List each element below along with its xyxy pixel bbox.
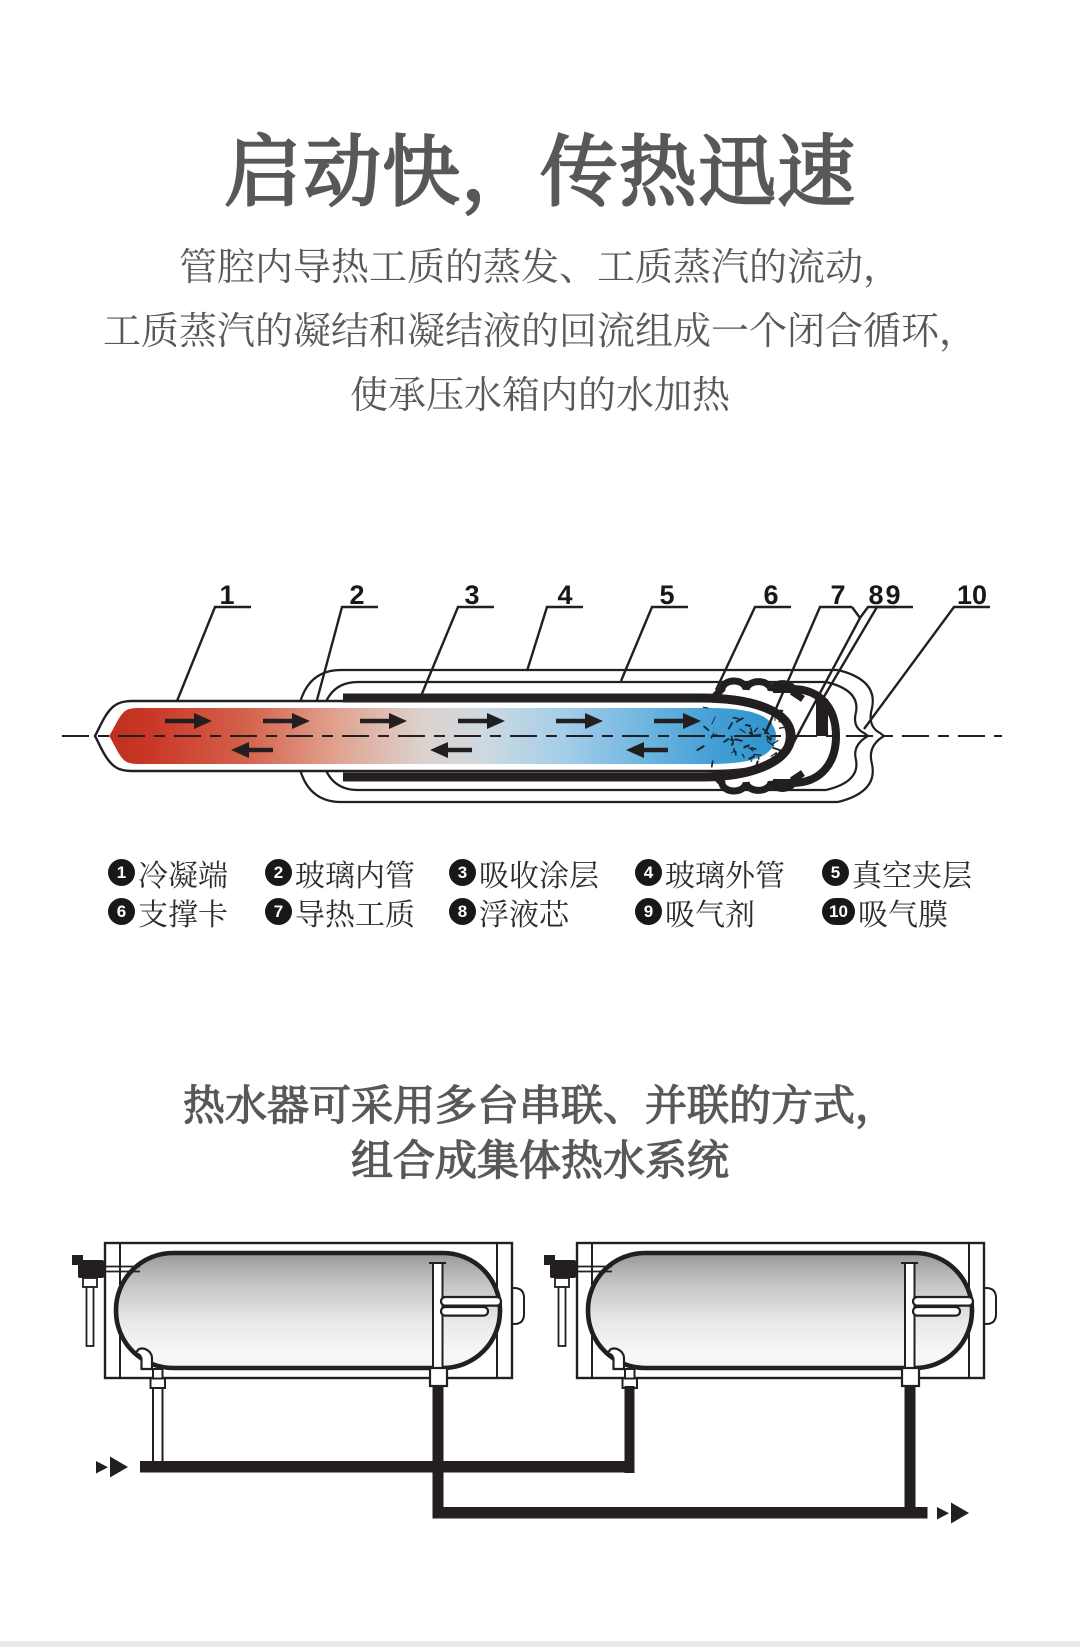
tank2-outlet-pipe (905, 1386, 916, 1518)
intake-stub (153, 1369, 163, 1379)
svg-text:8: 8 (868, 580, 884, 610)
legend-item-9: 9 吸气剂 (635, 890, 822, 934)
callout-1 (177, 580, 251, 701)
legend-num-badge: 7 (265, 898, 292, 925)
legend-item-8: 8 浮液芯 (449, 890, 635, 934)
svg-text:7: 7 (830, 580, 846, 610)
legend-num-badge: 10 (822, 898, 855, 925)
legend-item-3: 3 吸收涂层 (449, 851, 635, 895)
legend-item-4: 4 玻璃外管 (635, 851, 822, 895)
legend-num-badge: 3 (449, 859, 476, 886)
intro-line-1: 管腔内导热工质的蒸发、工质蒸汽的流动， (178, 247, 901, 289)
parts-legend (108, 853, 1028, 931)
tank1-outlet-pipe (433, 1386, 444, 1508)
svg-text:6: 6 (763, 580, 779, 610)
legend-item-6: 6 支撑卡 (108, 890, 265, 934)
pipe-collar (430, 1368, 447, 1386)
heater-bar (441, 1297, 501, 1306)
water-tank (72, 1243, 524, 1388)
page-title: 启动快，传热迅速 (223, 128, 856, 216)
vacuum-tube-diagram (0, 575, 1080, 830)
valve-handle (72, 1255, 83, 1265)
svg-text:9: 9 (885, 580, 901, 610)
tank1-inlet-pipe (153, 1388, 163, 1463)
legend-item-1: 1 冷凝端 (108, 851, 265, 895)
legend-num-badge: 6 (108, 898, 135, 925)
legend-num-badge: 2 (265, 859, 292, 886)
svg-text:10: 10 (956, 580, 988, 610)
legend-item-2: 2 玻璃内管 (265, 851, 449, 895)
next-section-divider (0, 1641, 1080, 1647)
callout-3 (421, 580, 494, 696)
callout-4 (527, 580, 583, 671)
legend-num-badge: 1 (108, 859, 135, 886)
legend-num-badge: 8 (449, 898, 476, 925)
riser-pipe (433, 1263, 443, 1368)
svg-text:3: 3 (464, 580, 480, 610)
legend-item-10: 10 吸气膜 (822, 890, 1028, 934)
legend-num-badge: 4 (635, 859, 662, 886)
svg-text:5: 5 (659, 580, 675, 610)
intro-line-2: 工质蒸汽的凝结和凝结液的回流组成一个闭合循环， (102, 311, 977, 353)
system-piping (140, 1386, 928, 1519)
svg-text:4: 4 (557, 580, 573, 610)
intro-line-3: 使承压水箱内的水加热 (349, 375, 730, 417)
section2-heading-line-2: 组合成集体热水系统 (350, 1137, 729, 1184)
svg-text:2: 2 (349, 580, 365, 610)
intro-paragraph (0, 236, 1080, 428)
pipe-coupler (83, 1278, 97, 1287)
callout-5 (621, 580, 688, 681)
cold-water-main (140, 1461, 634, 1473)
pipe-coupler (151, 1379, 166, 1389)
heater-bar (441, 1307, 488, 1316)
tank2-inlet-pipe (625, 1386, 635, 1473)
section2-heading-line-1: 热水器可采用多台串联、并联的方式， (182, 1082, 897, 1129)
valve-drain-pipe (87, 1287, 94, 1346)
water-tank-2 (544, 1243, 996, 1388)
svg-text:1: 1 (219, 580, 235, 610)
legend-item-7: 7 导热工质 (265, 890, 449, 934)
outlet-arrow-icon (937, 1503, 969, 1524)
legend-num-badge: 9 (635, 898, 662, 925)
callout-6 (716, 580, 791, 690)
getter (816, 699, 828, 736)
legend-item-5: 5 真空夹层 (822, 851, 1028, 895)
inlet-arrow-icon (96, 1457, 128, 1478)
tank-series-diagram (0, 1240, 1080, 1540)
section2-heading (0, 1078, 1080, 1188)
legend-num-badge: 5 (822, 859, 849, 886)
hot-water-main (433, 1507, 928, 1519)
